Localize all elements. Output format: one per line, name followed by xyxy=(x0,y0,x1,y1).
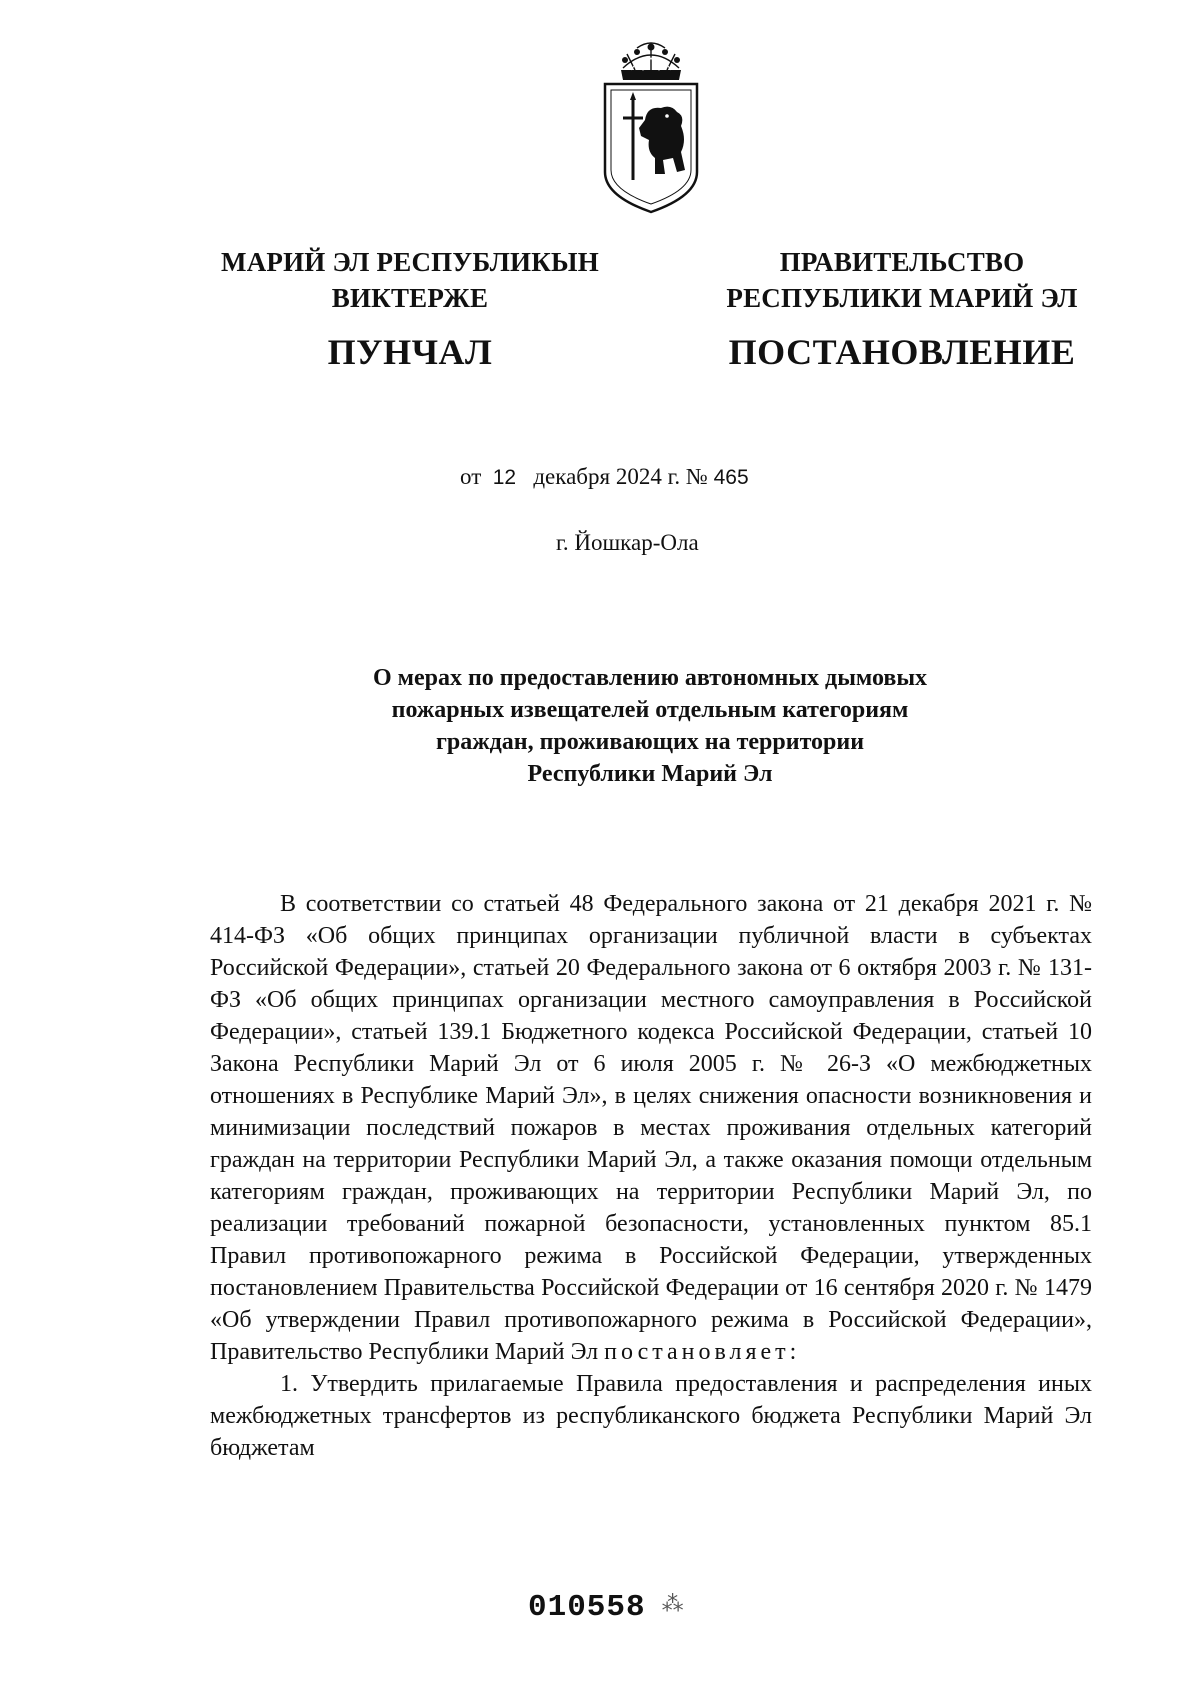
header-left-doc-type: ПУНЧАЛ xyxy=(327,332,493,372)
header-right-line1: ПРАВИТЕЛЬСТВО xyxy=(779,247,1025,277)
header-right-line2: РЕСПУБЛИКИ МАРИЙ ЭЛ xyxy=(726,283,1078,313)
header-left-block xyxy=(180,244,640,374)
coat-of-arms-icon xyxy=(597,40,705,216)
serial-number: 010558 xyxy=(528,1590,646,1625)
preamble-text: В соответствии со статьей 48 Федерального закона от 21 декабря 2021 г. № 414-ФЗ «Об общих принципах организации публичной власти в субъектах Российской Федерации», статьей 20 Федерального закона от 6 октября 2003 г. № 131-ФЗ «Об общих принципах организации местного самоуправления в Российской Федерации», статьей 139.1 Бюджетного кодекса Российской Федерации, статьей 10 Закона Республики Марий Эл от 6 июля 2005 г. № 26-З «О межбюджетных отношениях в Республике Марий Эл», в целях снижения опасности возникновения и минимизации последствий пожаров в местах проживания отдельных категорий граждан на территории Республики Марий Эл, а также оказания помощи отдельным категориям граждан, проживающих на территории Республики Марий Эл, по реализации требований пожарной безопасности, установленных пунктом 85.1 Правил противопожарного режима в Российской Федерации, утвержденных постановлением Правительства Российской Федерации от 16 сентября 2020 г. № 1479 «Об утверждении Правил противопожарного режима в Российской Федерации», Правительство Республики Марий Эл xyxy=(210,891,1092,1365)
title-line: Республики Марий Эл xyxy=(527,761,773,787)
date-month-year: декабря 2024 г. № xyxy=(533,464,708,489)
date-prefix: от xyxy=(460,464,482,489)
document-number: 465 xyxy=(713,466,749,489)
header-left-line2: ВИКТЕРЖЕ xyxy=(331,283,489,313)
header-left-line1: МАРИЙ ЭЛ РЕСПУБЛИКЫН xyxy=(221,247,599,277)
title-line: О мерах по предоставлению автономных дымовых xyxy=(372,665,928,691)
resolves-word: постановляет: xyxy=(604,1339,801,1365)
title-line: граждан, проживающих на территории xyxy=(435,729,865,755)
header-right-doc-type: ПОСТАНОВЛЕНИЕ xyxy=(728,332,1076,372)
document-body xyxy=(210,888,1092,1464)
city: г. Йошкар-Ола xyxy=(556,530,699,555)
title-line: пожарных извещателей отдельным категориям xyxy=(391,697,909,723)
header-right-block xyxy=(672,244,1132,374)
date-day: 12 xyxy=(492,466,517,489)
asterism-mark: ⁂ xyxy=(661,1593,685,1618)
paragraph-item-1: 1. Утвердить прилагаемые Правила предоставления и распределения иных межбюджетных трансфертов из республиканского бюджета Республики Марий Эл бюджетам xyxy=(210,1371,1092,1461)
form-serial-number xyxy=(528,1590,685,1625)
date-line xyxy=(460,464,749,490)
paragraph-preamble xyxy=(210,888,1092,1368)
document-title xyxy=(280,662,1020,790)
